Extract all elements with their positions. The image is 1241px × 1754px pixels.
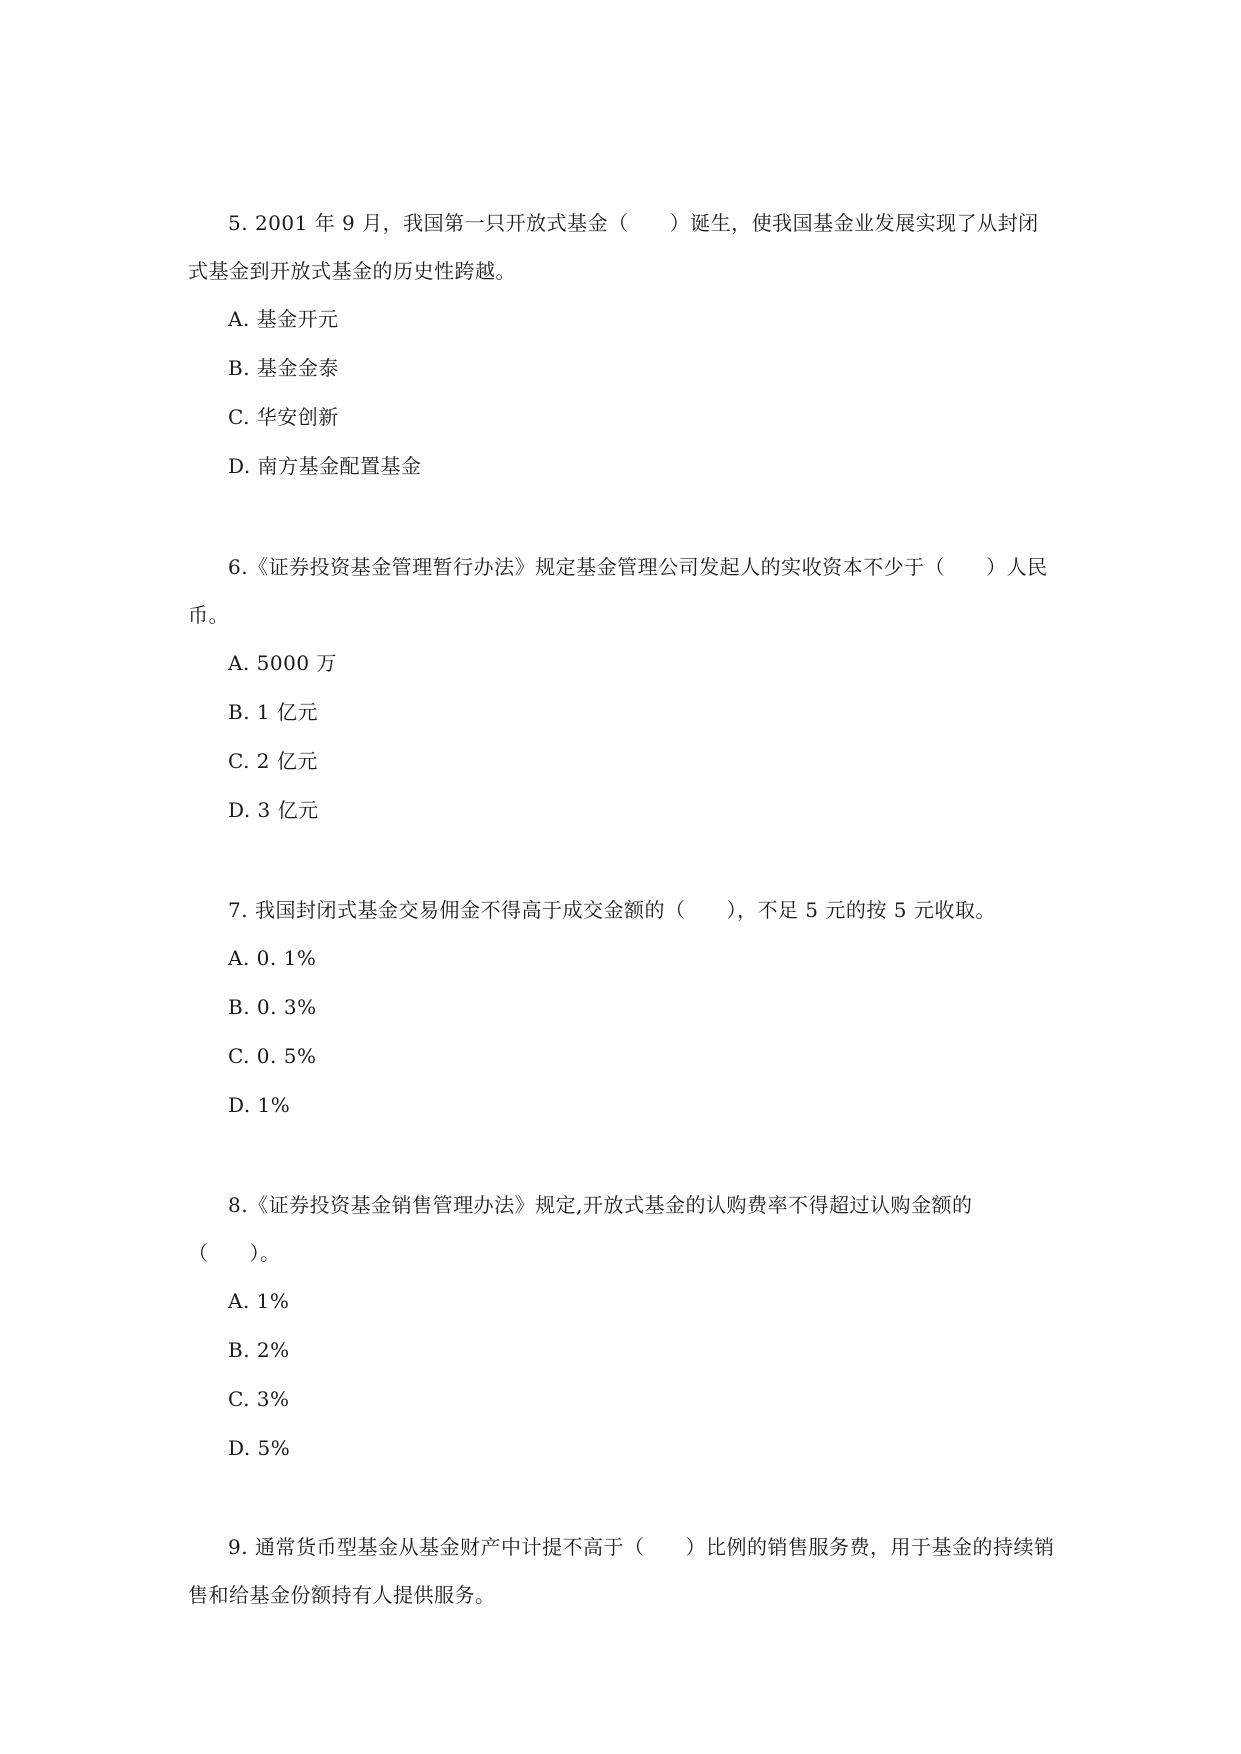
question-9 <box>188 1523 1058 1619</box>
option-b: B. 0. 3% <box>228 995 317 1019</box>
question-stem: 6.《证券投资基金管理暂行办法》规定基金管理公司发起人的实收资本不少于（ ）人民币。 <box>188 555 1048 627</box>
question-stem: 5. 2001 年 9 月，我国第一只开放式基金（ ）诞生，使我国基金业发展实现了从封闭式基金到开放式基金的历史性跨越。 <box>188 211 1039 283</box>
question-stem: 8.《证券投资基金销售管理办法》规定,开放式基金的认购费率不得超过认购金额的（ ）。 <box>188 1193 973 1265</box>
option-d: D. 5% <box>228 1436 291 1460</box>
option-c: C. 华安创新 <box>228 405 339 429</box>
question-5 <box>188 199 1058 491</box>
question-stem: 9. 通常货币型基金从基金财产中计提不高于（ ）比例的销售服务费，用于基金的持续销售和给基金份额持有人提供服务。 <box>188 1535 1055 1607</box>
option-a: A. 5000 万 <box>228 651 337 675</box>
option-c: C. 3% <box>228 1387 290 1411</box>
option-a: A. 1% <box>228 1289 290 1313</box>
option-b: B. 基金金泰 <box>228 356 339 380</box>
question-6 <box>188 543 1058 835</box>
question-8 <box>188 1181 1058 1473</box>
option-a: A. 0. 1% <box>228 946 317 970</box>
option-d: D. 1% <box>228 1093 291 1117</box>
question-7 <box>188 886 1058 1130</box>
option-d: D. 南方基金配置基金 <box>228 454 422 478</box>
option-d: D. 3 亿元 <box>228 798 319 822</box>
option-c: C. 2 亿元 <box>228 749 318 773</box>
option-b: B. 1 亿元 <box>228 700 318 724</box>
option-a: A. 基金开元 <box>228 307 339 331</box>
option-c: C. 0. 5% <box>228 1044 317 1068</box>
question-stem: 7. 我国封闭式基金交易佣金不得高于成交金额的（ ），不足 5 元的按 5 元收取。 <box>228 898 996 922</box>
option-b: B. 2% <box>228 1338 290 1362</box>
